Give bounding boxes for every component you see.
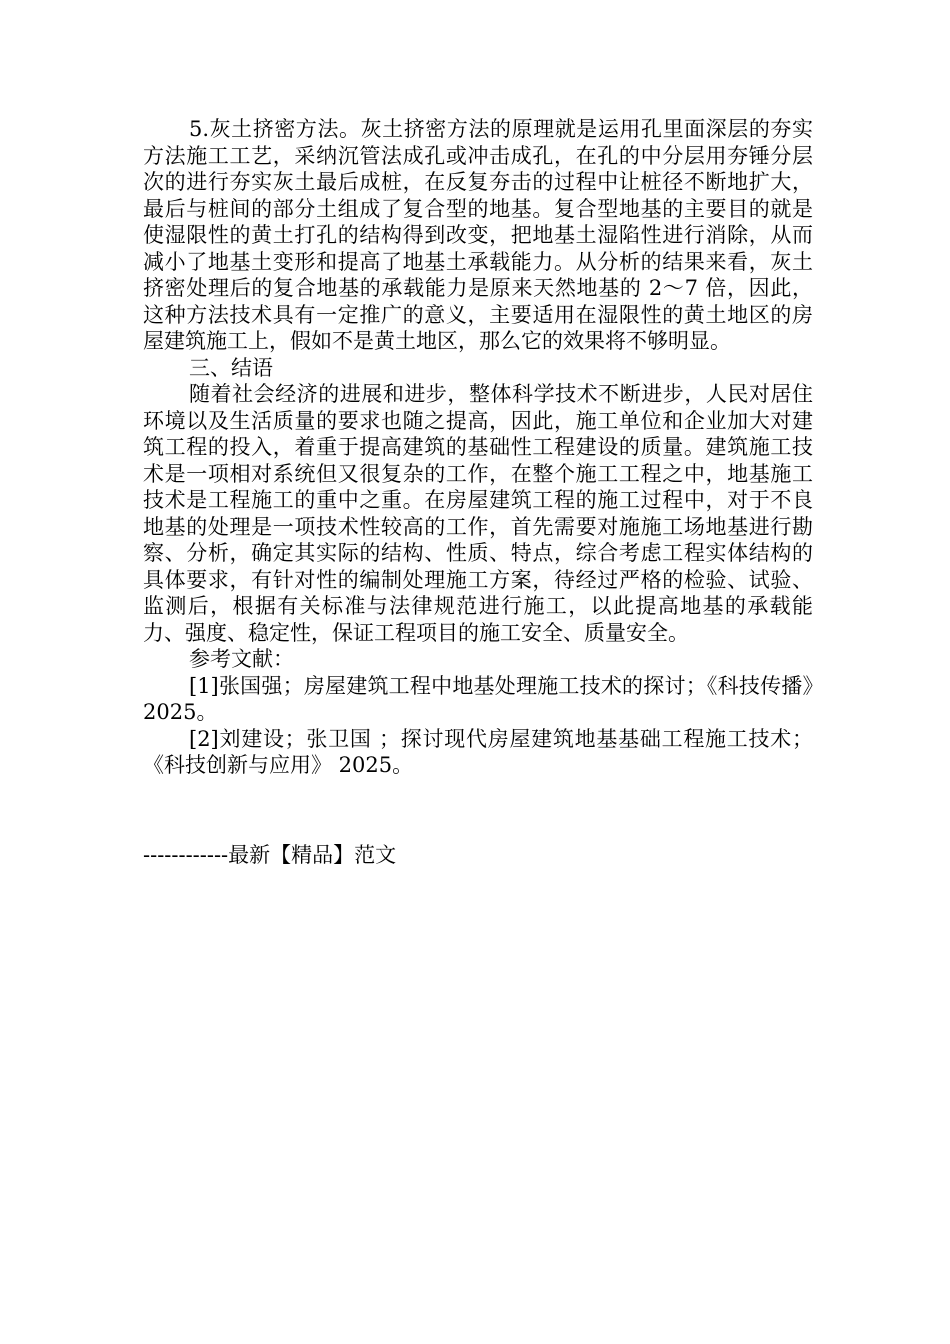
section-heading-conclusion: 三、结语 [189,355,273,380]
references-heading: 参考文献： [189,647,294,671]
document-body [143,116,813,779]
footer-text: ------------最新【精品】范文 [143,843,397,867]
reference-item-1: [1]张国强；房屋建筑工程中地基处理施工技术的探讨；《科技传播》2025。 [143,673,813,724]
paragraph-lime-soil-compaction: 5.灰土挤密方法。灰土挤密方法的原理就是运用孔里面深层的夯实方法施工工艺，采纳沉管法成孔或冲击成孔，在孔的中分层用夯锤分层次的进行夯实灰土最后成桩，在反复夯击的过程中让桩径不断地扩大，最后与桩间的部分土组成了复合型的地基。复合型地基的主要目的就是使湿限性的黄土打孔的结构得到改变，把地基土湿陷性进行消除，从而减小了地基土变形和提高了地基土承载能力。从分析的结果来看，灰土挤密处理后的复合地基的承载能力是原来天然地基的 2～7 倍，因此，这种方法技术具有一定推广的意义，主要适用在湿限性的黄土地区的房屋建筑施工上，假如不是黄土地区，那么它的效果将不够明显。 [143,117,813,353]
paragraph-conclusion: 随着社会经济的进展和进步，整体科学技术不断进步，人民对居住环境以及生活质量的要求也随之提高，因此，施工单位和企业加大对建筑工程的投入，着重于提高建筑的基础性工程建设的质量。建筑施工技术是一项相对系统但又很复杂的工作，在整个施工工程之中，地基施工技术是工程施工的重中之重。在房屋建筑工程的施工过程中，对于不良地基的处理是一项技术性较高的工作，首先需要对施施工场地基进行勘察、分析，确定其实际的结构、性质、特点，综合考虑工程实体结构的具体要求，有针对性的编制处理施工方案，待经过严格的检验、试验、监测后，根据有关标准与法律规范进行施工，以此提高地基的承载能力、强度、稳定性，保证工程项目的施工安全、质量安全。 [143,382,813,645]
reference-item-2: [2]刘建设；张卫国 ；探讨现代房屋建筑地基基础工程施工技术；《科技创新与应用》 2025。 [143,726,813,777]
